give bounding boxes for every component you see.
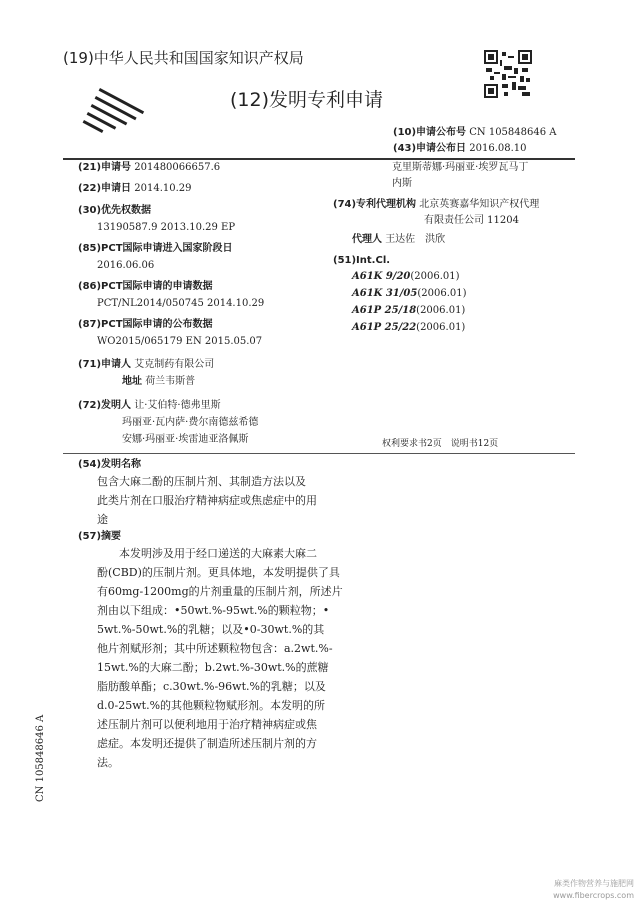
qr-code-icon [484,50,532,98]
ipc-entry: A61P 25/18(2006.01) [352,305,466,316]
page-count: 权利要求书2页 说明书12页 [382,439,499,449]
sipo-logo-icon [78,84,158,134]
side-publication-number: CN 105848646 A [35,714,46,802]
pct-application-label: (86)PCT国际申请的申请数据 [78,281,213,292]
agent-row: 代理人 王达佐 洪欣 [352,234,446,245]
priority-data: 13190587.9 2013.10.29 EP [97,222,236,233]
ipc-label: (51)Int.Cl. [333,255,391,266]
document-type: (12)发明专利申请 [230,89,384,111]
ipc-entry: A61K 9/20(2006.01) [352,271,460,282]
inventor-row: (72)发明人 让·艾伯特·德弗里斯 [78,400,221,411]
office-name: (19)中华人民共和国国家知识产权局 [63,49,304,67]
application-number-row: (21)申请号 201480066657.6 [78,162,221,173]
inventor-continued: 内斯 [392,178,412,189]
header-divider [63,158,575,160]
publication-date: 2016.08.10 [469,143,527,154]
pct-entry-date: 2016.06.06 [97,260,155,271]
applicant-row: (71)申请人 艾克制药有限公司 [78,359,215,370]
watermark: 麻类作物营养与施肥网 www.fibercrops.com [553,879,634,900]
pct-publication-data: WO2015/065179 EN 2015.05.07 [97,336,263,347]
applicant-name: 艾克制药有限公司 [134,359,215,370]
publication-date-row: (43)申请公布日 2016.08.10 [393,143,527,154]
agency-row: (74)专利代理机构 北京英赛嘉华知识产权代理 [333,199,540,210]
ipc-entry: A61K 31/05(2006.01) [352,288,467,299]
invention-title: 包含大麻二酚的压制片剂、其制造方法以及 此类片剂在口服治疗精神病症或焦虑症中的用 途 [97,475,317,526]
publication-number-row: (10)申请公布号 CN 105848646 A [393,127,557,138]
pct-entry-label: (85)PCT国际申请进入国家阶段日 [78,243,233,254]
pct-application-data: PCT/NL2014/050745 2014.10.29 [97,298,265,309]
abstract-text: 本发明涉及用于经口递送的大麻素大麻二 酚(CBD)的压制片剂。更具体地，本发明提供了具 有60mg-1200mg的片剂重量的压制片剂，所述片 剂由以下组成：•50wt.%-95wt.%的颗粒物；• 5wt.%-50wt.%的乳糖；以及•0-30wt.%的其 他片剂赋形剂；其中所述颗粒物包含：a.2wt.%- 15wt.%的大麻二酚；b.2wt.%-30wt.%的蔗糖 脂肪酸单酯；c.30wt.%-96wt.%的乳糖；以及 d.0-25wt.%的其他颗粒物赋形剂。本发明的所 述压制片剂可以便利地用于治疗精神病症或焦 虑症。本发明还提供了制造所述压制片剂的方 法。 [97,547,343,769]
inventor-continued: 克里斯蒂娜·玛丽亚·埃罗瓦马丁 [392,162,529,173]
abstract-label: (57)摘要 [78,531,122,542]
title-label: (54)发明名称 [78,459,142,470]
ipc-entry: A61P 25/22(2006.01) [352,322,466,333]
address-row: 地址 荷兰韦斯普 [122,376,196,387]
biblio-divider [63,453,575,454]
application-date-row: (22)申请日 2014.10.29 [78,183,192,194]
inventor-line: 安娜·玛丽亚·埃雷迪亚洛佩斯 [122,434,249,445]
inventor-line: 玛丽亚·瓦内萨·费尔南德兹希德 [122,417,259,428]
pct-publication-label: (87)PCT国际申请的公布数据 [78,319,213,330]
publication-number: CN 105848646 A [469,127,557,138]
priority-label: (30)优先权数据 [78,205,152,216]
agency-line: 有限责任公司 11204 [424,215,519,226]
